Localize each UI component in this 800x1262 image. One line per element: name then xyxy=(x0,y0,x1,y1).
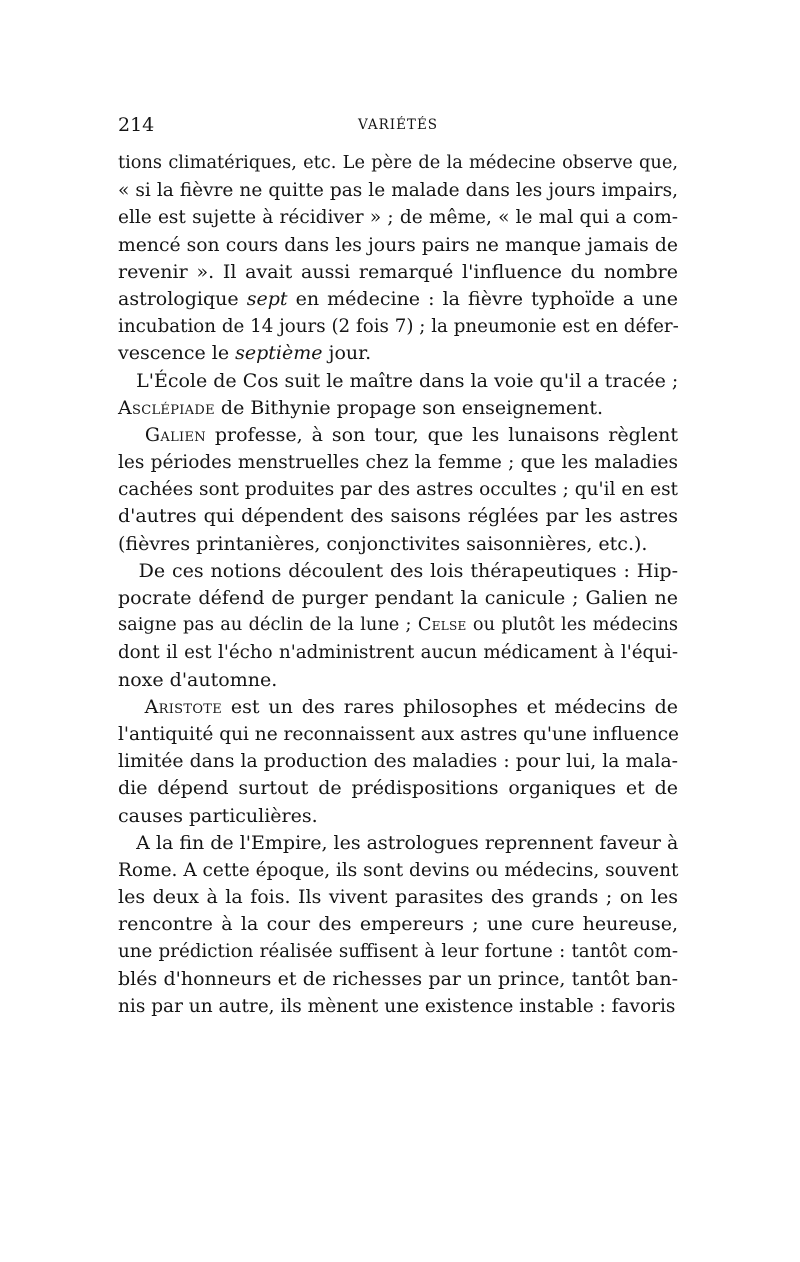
small-caps-name: Celse xyxy=(417,615,467,636)
text-run xyxy=(118,696,145,718)
text-run: les deux à la fois. Ils vivent parasites des grands ; on les xyxy=(118,886,678,909)
text-line xyxy=(118,368,678,395)
text-run: astrologique xyxy=(118,287,247,310)
text-run: A la fin de l'Empire, les astrologues reprennent faveur à xyxy=(118,831,679,854)
paragraph xyxy=(118,150,678,368)
text-line xyxy=(118,177,678,204)
text-run: une prédiction réalisée suffisent à leur fortune : tantôt com- xyxy=(118,941,678,963)
paragraph xyxy=(118,368,678,422)
text-run: die dépend surtout de prédispositions organiques et de xyxy=(118,777,678,800)
text-run: Rome. A cette époque, ils sont devins ou médecins, souvent xyxy=(118,859,679,881)
text-run: est un des rares philosophes et médecins de xyxy=(222,695,678,718)
text-run: incubation de 14 jours (2 fois 7) ; la pneumonie est en défer- xyxy=(118,316,679,338)
text-line xyxy=(118,449,678,476)
text-run: l'antiquité qui ne reconnaissent aux astres qu'une influence xyxy=(118,723,679,745)
text-run: professe, à son tour, que les lunaisons règlent xyxy=(205,423,678,446)
text-run: mencé son cours dans les jours pairs ne manque jamais de xyxy=(118,234,678,256)
text-line xyxy=(118,911,678,938)
text-run: ou plutôt les médecins xyxy=(466,615,678,636)
text-line xyxy=(118,395,678,422)
text-run: jour. xyxy=(322,342,372,365)
text-line xyxy=(118,259,678,286)
text-line xyxy=(118,667,678,694)
text-line xyxy=(118,585,678,612)
text-run: revenir ». Il avait aussi remarqué l'influence du nombre xyxy=(118,260,678,283)
text-run: en médecine : la fièvre typhoïde a une xyxy=(287,287,678,310)
text-run: les périodes menstruelles chez la femme ; que les maladies xyxy=(118,452,678,474)
text-run: limitée dans la production des maladies : pour lui, la mala- xyxy=(118,751,678,773)
text-run: blés d'honneurs et de richesses par un prince, tantôt ban- xyxy=(118,967,678,990)
paragraph xyxy=(118,694,678,830)
text-run: nis par un autre, ils mènent une existence instable : favoris xyxy=(118,995,676,1017)
text-line xyxy=(118,340,678,367)
text-run: tions climatériques, etc. Le père de la médecine observe que, xyxy=(118,153,678,173)
text-run: de Bithynie propage son enseignement. xyxy=(214,396,604,419)
text-line xyxy=(118,748,678,775)
text-run: causes particulières. xyxy=(118,804,318,827)
italic-word: septième xyxy=(235,342,323,365)
text-line xyxy=(118,775,678,802)
text-run: De ces notions découlent des lois thérapeutiques : Hip- xyxy=(118,559,678,582)
text-run: dont il est l'écho n'administrent aucun médicament à l'équi- xyxy=(118,642,678,664)
small-caps-name: Asclépiade xyxy=(118,396,215,419)
text-line xyxy=(118,204,678,231)
text-run xyxy=(118,424,145,446)
text-run: L'École de Cos suit le maître dans la voie qu'il a tracée ; xyxy=(118,369,679,392)
text-line xyxy=(118,313,678,340)
page-header xyxy=(118,114,678,140)
page-number: 214 xyxy=(118,114,155,136)
text-run: (fièvres printanières, conjonctivites saisonnières, etc.). xyxy=(118,532,648,555)
text-line xyxy=(118,993,678,1020)
text-line xyxy=(118,966,678,993)
paragraph xyxy=(118,830,678,1020)
text-line xyxy=(118,857,678,884)
text-line xyxy=(118,938,678,965)
text-line xyxy=(118,286,678,313)
body-text xyxy=(118,150,678,1020)
small-caps-name: Aristote xyxy=(144,695,223,718)
text-line xyxy=(118,721,678,748)
text-run: vescence le xyxy=(118,342,236,365)
text-run: d'autres qui dépendent des saisons réglées par les astres xyxy=(118,505,678,528)
text-line xyxy=(118,422,678,449)
text-run: cachées sont produites par des astres occultes ; qu'il en est xyxy=(118,479,678,501)
text-line xyxy=(118,803,678,830)
text-line xyxy=(118,531,678,558)
text-line xyxy=(118,639,678,666)
text-line xyxy=(118,503,678,530)
paragraph xyxy=(118,422,678,558)
text-line xyxy=(118,830,678,857)
text-line xyxy=(118,232,678,259)
text-line xyxy=(118,150,678,177)
text-line xyxy=(118,612,678,639)
text-line xyxy=(118,558,678,585)
text-line xyxy=(118,884,678,911)
text-run: « si la fièvre ne quitte pas le malade dans les jours impairs, xyxy=(118,180,678,202)
paragraph xyxy=(118,558,678,694)
text-run: pocrate défend de purger pendant la canicule ; Galien ne xyxy=(118,587,678,609)
text-run: elle est sujette à récidiver » ; de même, « le mal qui a com- xyxy=(118,207,678,229)
text-run: rencontre à la cour des empereurs ; une cure heureuse, xyxy=(118,913,678,936)
small-caps-name: Galien xyxy=(144,423,206,446)
running-head: VARIÉTÉS xyxy=(358,117,439,133)
text-line xyxy=(118,476,678,503)
text-run: noxe d'automne. xyxy=(118,668,278,691)
italic-word: sept xyxy=(246,287,288,310)
text-run: saigne pas au déclin de la lune ; xyxy=(118,615,418,636)
text-line xyxy=(118,694,678,721)
